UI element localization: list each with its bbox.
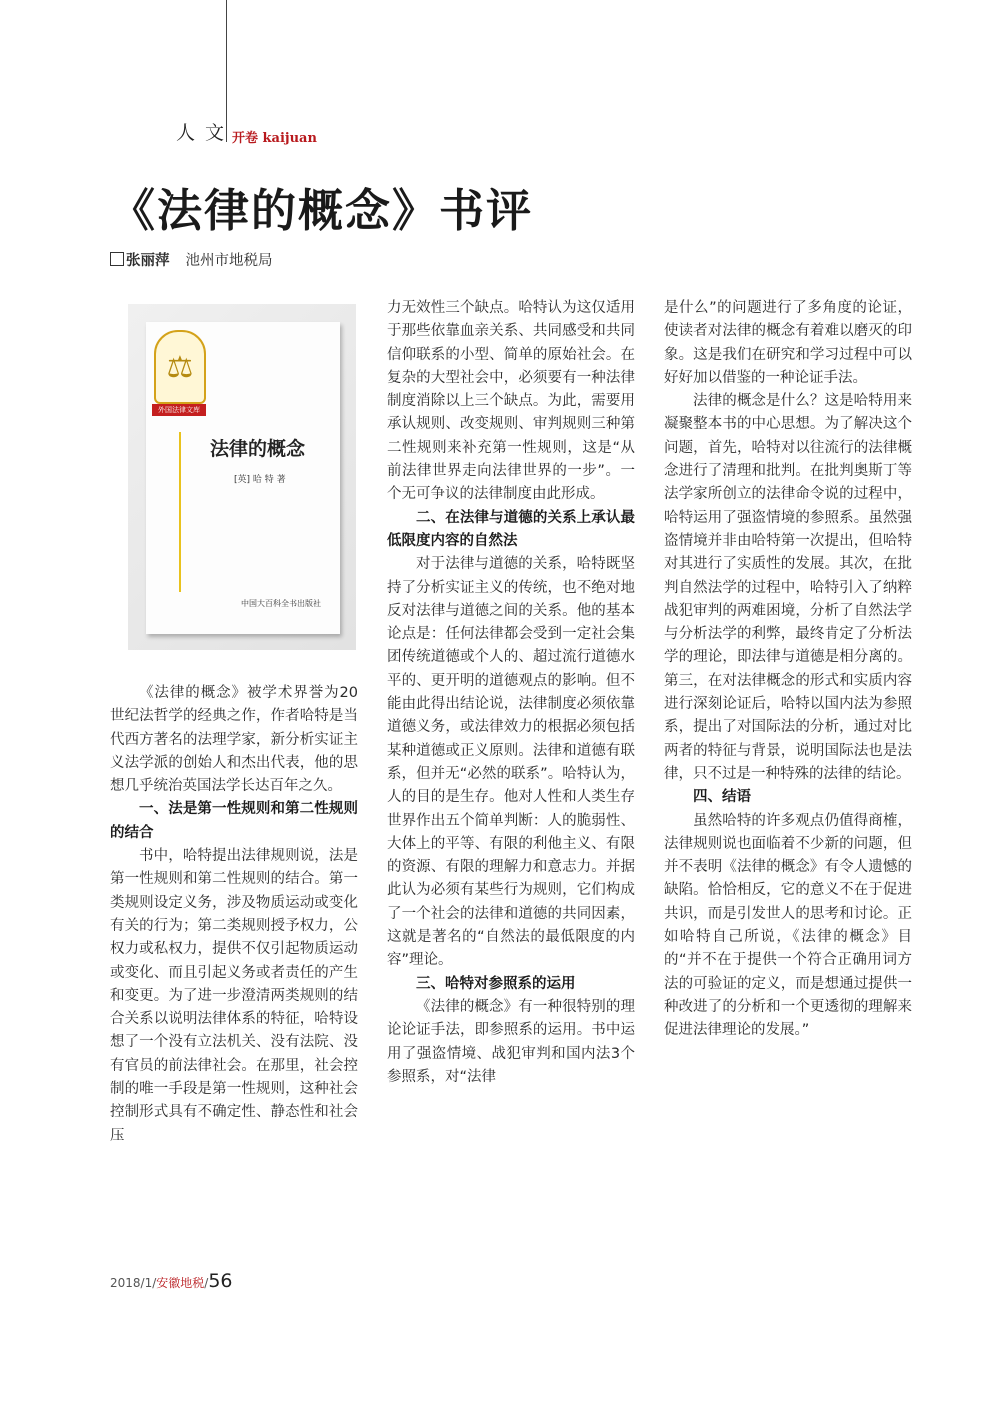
section-heading-3: 三、哈特对参照系的运用 xyxy=(416,975,576,992)
section-heading-2: 二、在法律与道德的关系上承认最低限度内容的自然法 xyxy=(387,509,635,549)
paragraph: 《法律的概念》有一种很特别的理论论证手法，即参照系的运用。书中运用了强盗情境、战犯审判和国内法3个参照系，对“法律 xyxy=(387,998,635,1085)
cover-title: 法律的概念 xyxy=(210,438,306,460)
text-column-1 xyxy=(110,682,358,1148)
article-title: 《法律的概念》书评 xyxy=(110,184,534,237)
footer-separator: / xyxy=(204,1276,209,1290)
paragraph: 是什么”的问题进行了多角度的论证，使读者对法律的概念有着难以磨灭的印象。这是我们在研究和学习过程中可以好好加以借鉴的一种论证手法。 xyxy=(664,300,912,386)
cover-series-label: 外国法律文库 xyxy=(152,404,206,416)
byline-box-icon xyxy=(110,252,124,266)
page-number: 56 xyxy=(208,1270,233,1292)
cover-author: [英] 哈 特 著 xyxy=(234,475,286,485)
paragraph: 法律的概念是什么？这是哈特用来凝聚整本书的中心思想。为了解决这个问题，首先，哈特对以往流行的法律概念进行了清理和批判。在批判奥斯丁等法学家所创立的法律命令说的过程中，哈特运用了强盗情境的参照系。虽然强盗情境并非由哈特第一次提出，但哈特对其进行了实质性的发展。其次，在批判自然法学的过程中，哈特引入了纳粹战犯审判的两难困境，分析了自然法学与分析法学的利弊，最终肯定了分析法学的理论，即法律与道德是相分离的。第三，在对法律概念的形式和实质内容进行深刻论证后，哈特以国内法为参照系，提出了对国际法的分析，通过对比两者的特征与背景，说明国际法也是法律，只不过是一种特殊的法律的结论。 xyxy=(664,393,912,782)
page-footer xyxy=(110,1270,233,1292)
book-cover xyxy=(146,322,340,634)
footer-date: 2018/1/ xyxy=(110,1276,157,1290)
author-name: 张丽萍 xyxy=(126,253,170,269)
byline xyxy=(110,249,273,270)
paragraph: 书中，哈特提出法律规则说，法是第一性规则和第二性规则的结合。第一类规则设定义务，涉及物质运动或变化有关的行为；第二类规则授予权力，公权力或私权力，提供不仅引起物质运动或变化、而且引起义务或者责任的产生和变更。为了进一步澄清两类规则的结合关系以说明法律体系的特征，哈特设想了一个没有立法机关、没有法院、没有官员的前法律社会。在那里，社会控制的唯一手段是第一性规则，这种社会控制形式具有不确定性、静态性和社会压 xyxy=(110,848,358,1144)
book-cover-image xyxy=(128,304,356,650)
paragraph: 力无效性三个缺点。哈特认为这仅适用于那些依靠血亲关系、共同感受和共同信仰联系的小型、简单的原始社会。在复杂的大型社会中，必须要有一种法律制度消除以上三个缺点。为此，需要用承认规则、改变规则、审判规则三种第二性规则来补充第一性规则，这是“从前法律世界走向法律世界的一步”。一个无可争议的法律制度由此形成。 xyxy=(387,300,635,503)
text-column-3 xyxy=(664,297,912,1043)
section-tag: 人文 xyxy=(176,122,235,144)
lady-justice-emblem-icon: ⚖ xyxy=(154,330,206,404)
footer-magazine: 安徽地税 xyxy=(156,1276,205,1290)
section-heading-1: 一、法是第一性规则和第二性规则的结合 xyxy=(110,801,358,841)
paragraph: 对于法律与道德的关系，哈特既坚持了分析实证主义的传统，也不绝对地反对法律与道德之间的关系。他的基本论点是：任何法律都会受到一定社会集团传统道德或个人的、超过流行道德水平的、更开明的道德观点的影响。但不能由此得出结论说，法律制度必须依靠道德义务，或法律效力的根据必须包括某种道德或正义原则。法律和道德有联系，但并无“必然的联系”。哈特认为，人的目的是生存。他对人性和人类生存世界作出五个简单判断：人的脆弱性、大体上的平等、有限的利他主义、有限的资源、有限的理解力和意志力。并据此认为必须有某些行为规则，它们构成了一个社会的法律和道德的共同因素，这就是著名的“自然法的最低限度的内容”理论。 xyxy=(387,556,635,969)
paragraph: 虽然哈特的许多观点仍值得商榷，法律规则说也面临着不少新的问题，但并不表明《法律的概念》有令人遗憾的缺陷。恰恰相反，它的意义不在于促进共识，而是引发世人的思考和讨论。正如哈特自己所说，《法律的概念》目的“并不在于提供一个符合正确用词方法的可验证的定义，而是想通过提供一种改进了的分析和一个更透彻的理解来促进法律理论的发展。” xyxy=(664,812,912,1039)
section-heading-4: 四、结语 xyxy=(693,789,751,806)
paragraph: 《法律的概念》被学术界誉为20世纪法哲学的经典之作，作者哈特是当代西方著名的法理学家，新分析实证主义法学派的创始人和杰出代表，他的思想几乎统治英国法学长达百年之久。 xyxy=(110,685,358,795)
column-name: 开卷 kaijuan xyxy=(232,131,317,146)
author-affiliation: 池州市地税局 xyxy=(185,253,273,269)
cover-gold-stripe xyxy=(179,432,181,592)
cover-publisher: 中国大百科全书出版社 xyxy=(241,599,321,608)
text-column-2 xyxy=(387,297,635,1089)
